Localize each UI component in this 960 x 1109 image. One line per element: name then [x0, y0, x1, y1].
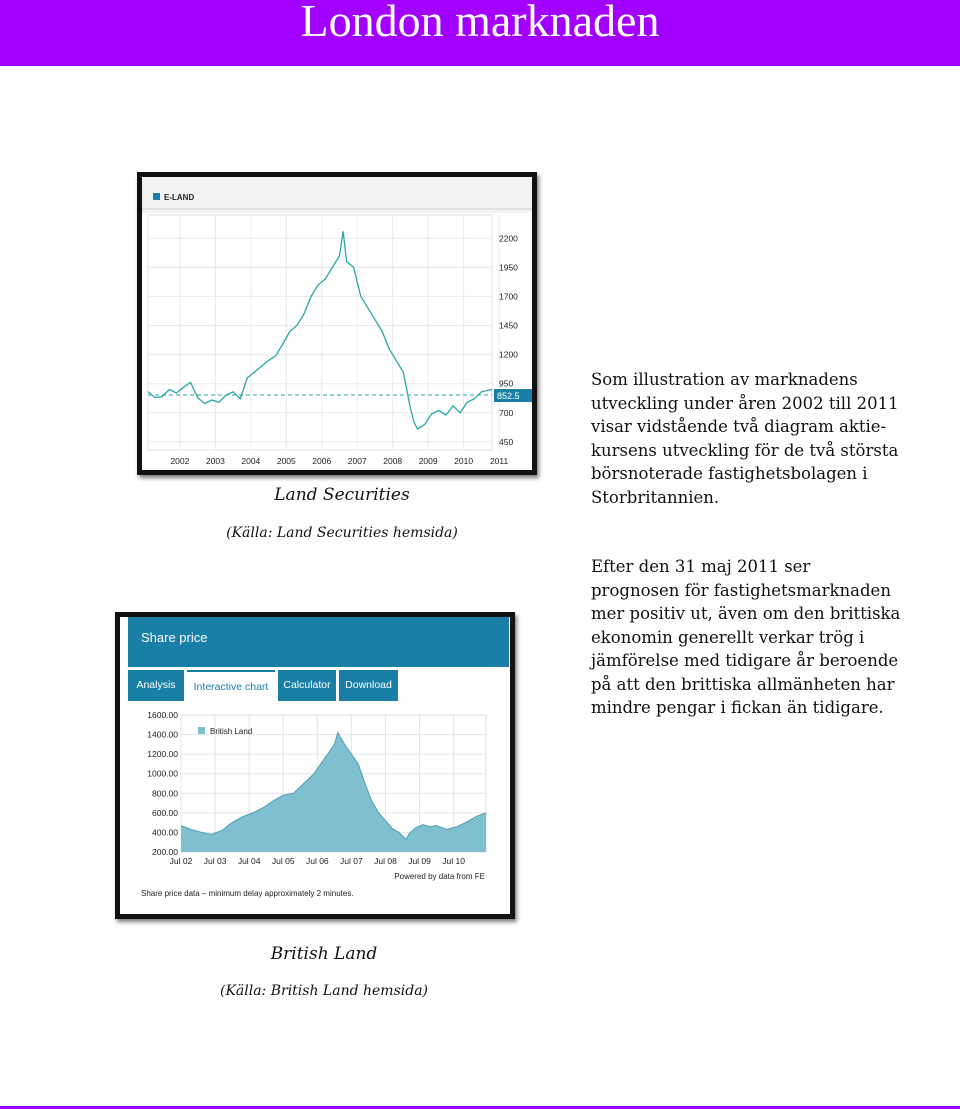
- chart-title: E-LAND: [164, 193, 195, 202]
- x-tick-label: 2006: [312, 456, 332, 466]
- x-tick-label: 2008: [383, 456, 403, 466]
- y-tick-label: 1000.00: [147, 768, 178, 779]
- intro-paragraph: [591, 368, 941, 509]
- y-tick-label: 1950: [499, 262, 518, 273]
- land-securities-caption: Land Securities: [274, 485, 410, 505]
- british-land-caption: British Land: [270, 944, 378, 964]
- outlook-line: Efter den 31 maj 2011 ser: [591, 557, 811, 576]
- y-tick-label: 600.00: [152, 807, 178, 818]
- x-tick-label: 2002: [170, 456, 190, 466]
- x-tick-label: 2007: [347, 456, 367, 466]
- outlook-line: jämförelse med tidigare år beroende: [591, 651, 899, 670]
- land-securities-chart-frame: [137, 172, 537, 475]
- y-tick-label: 1700: [499, 291, 518, 302]
- y-tick-label: 1200.00: [147, 749, 178, 760]
- outlook-line: prognosen för fastighetsmarknaden: [591, 580, 891, 600]
- price-area: [181, 733, 486, 852]
- x-tick-label: Jul 02: [169, 856, 193, 866]
- y-tick-label: 2200: [499, 233, 518, 244]
- intro-line: visar vidstående två diagram aktie-: [591, 417, 887, 436]
- x-tick-label: 2003: [205, 456, 225, 466]
- tab-calculator[interactable]: Calculator: [278, 670, 336, 701]
- x-tick-label: Jul 04: [237, 856, 261, 866]
- land-securities-chart-svg: [142, 177, 532, 470]
- y-tick-label: 1600.00: [147, 710, 178, 720]
- legend-swatch-icon: [198, 727, 205, 734]
- british-land-source: (Källa: British Land hemsida): [219, 983, 429, 999]
- current-price-label: 852.5: [497, 391, 520, 402]
- page-title: London marknaden: [300, 0, 660, 46]
- y-tick-label: 1450: [499, 320, 518, 331]
- price-line: [148, 231, 492, 429]
- y-tick-label: 450: [499, 436, 514, 447]
- british-land-chart: [120, 617, 510, 914]
- outlook-line: på att den brittiska allmänheten har: [591, 674, 895, 694]
- x-tick-label: Jul 10: [442, 856, 465, 866]
- y-tick-label: 1400.00: [147, 729, 178, 740]
- y-tick-label: 1200: [499, 349, 518, 360]
- series-color-icon: [153, 193, 160, 200]
- outlook-line: mindre pengar i fickan än tidigare.: [591, 698, 884, 717]
- intro-line: utveckling under åren 2002 till 2011: [591, 393, 899, 413]
- land-securities-chart: [142, 177, 532, 470]
- page-header: [0, 0, 960, 66]
- x-tick-label: 2011: [489, 456, 509, 466]
- x-tick-label: 2010: [454, 456, 474, 466]
- x-tick-label: 2009: [418, 456, 438, 466]
- x-tick-label: Jul 09: [408, 856, 431, 866]
- x-tick-label: Jul 03: [203, 856, 227, 866]
- y-tick-label: 700: [499, 407, 514, 418]
- land-securities-source: (Källa: Land Securities hemsida): [226, 525, 458, 541]
- share-price-title: Share price: [141, 630, 208, 645]
- x-tick-label: 2005: [276, 456, 296, 466]
- powered-by: Powered by data from FE: [394, 872, 485, 881]
- outlook-paragraph: [591, 555, 951, 720]
- british-land-chart-svg: [120, 617, 510, 914]
- intro-line: Som illustration av marknadens: [591, 370, 858, 389]
- intro-line: kursens utveckling för de två största: [591, 440, 899, 460]
- x-tick-label: Jul 07: [340, 856, 363, 866]
- y-tick-label: 950: [499, 378, 514, 389]
- x-tick-label: Jul 08: [374, 856, 397, 866]
- y-tick-label: 800.00: [152, 788, 178, 799]
- share-price-footnote: Share price data – minimum delay approximately 2 minutes.: [141, 889, 354, 898]
- outlook-line: ekonomin generellt verkar trög i: [591, 627, 865, 647]
- legend-label: British Land: [210, 727, 253, 736]
- tab-download[interactable]: Download: [339, 670, 398, 701]
- outlook-line: mer positiv ut, även om den brittiska: [591, 604, 901, 623]
- intro-line: Storbritannien.: [591, 487, 720, 507]
- british-land-chart-frame: [115, 612, 515, 919]
- x-tick-label: Jul 06: [305, 856, 329, 866]
- tab-interactive-chart[interactable]: Interactive chart: [187, 670, 275, 701]
- y-tick-label: 200.00: [152, 847, 178, 857]
- y-tick-label: 400.00: [152, 827, 178, 838]
- intro-line: börsnoterade fastighetsbolagen i: [591, 464, 868, 483]
- x-tick-label: Jul 05: [271, 856, 295, 866]
- x-tick-label: 2004: [241, 456, 261, 466]
- tab-analysis[interactable]: Analysis: [128, 670, 184, 701]
